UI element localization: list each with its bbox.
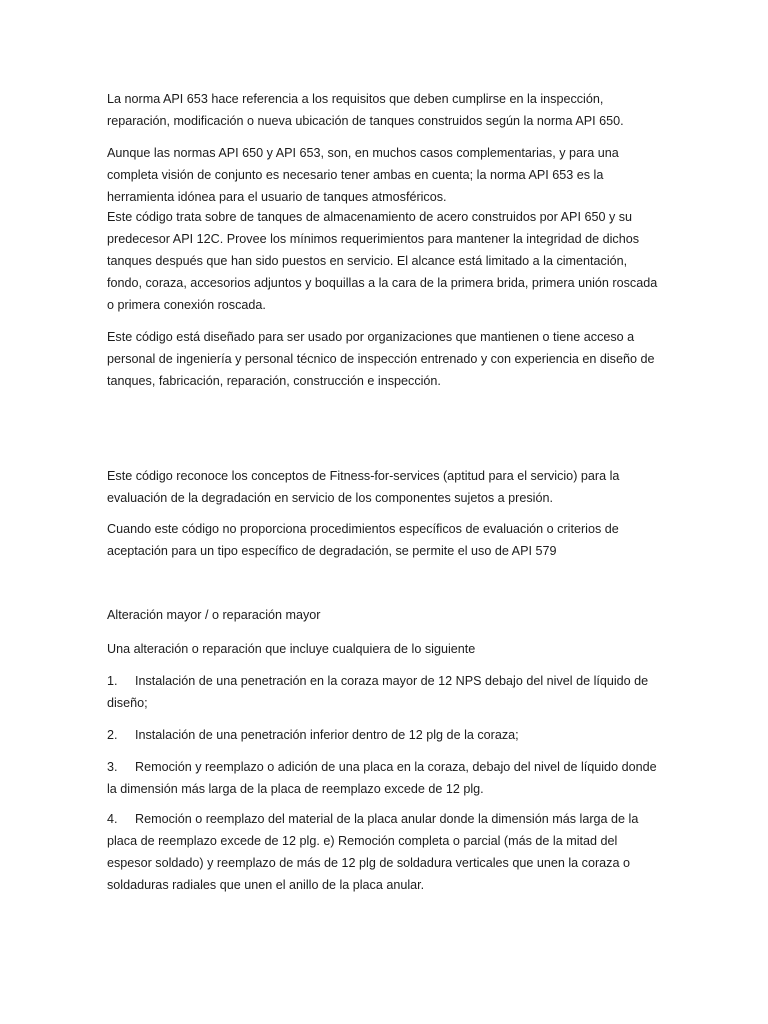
list-item	[107, 808, 659, 896]
paragraph-fitness-for-service: Este código reconoce los conceptos de Fitness-for-services (aptitud para el servicio) para la evaluación de la degradación en servicio de los componentes sujetos a presión.	[107, 469, 620, 505]
section-heading: Alteración mayor / o reparación mayor	[107, 608, 321, 622]
list-item	[107, 670, 659, 714]
paragraph-usage: Este código está diseñado para ser usado por organizaciones que mantienen o tiene acceso a personal de ingeniería y personal técnico de inspección entrenado y con experiencia en diseño de tanques, fabricación, reparación, construcción e inspección.	[107, 330, 655, 388]
list-intro: Una alteración o reparación que incluye cualquiera de lo siguiente	[107, 642, 476, 656]
paragraph-api650-653-complement: Aunque las normas API 650 y API 653, son, en muchos casos complementarias, y para una completa visión de conjunto es necesario tener ambas en cuenta; la norma API 653 es la herramienta idónea para el usuario de tanques atmosféricos.	[107, 146, 619, 204]
list-item-text: Instalación de una penetración inferior dentro de 12 plg de la coraza;	[135, 728, 519, 742]
list-item-number: 2.	[107, 728, 118, 742]
list-item	[107, 724, 659, 746]
list-item-number: 1.	[107, 674, 118, 688]
list-item-number: 4.	[107, 812, 118, 826]
list-item	[107, 756, 659, 800]
list-item-number: 3.	[107, 760, 118, 774]
list-item-text: Instalación de una penetración en la coraza mayor de 12 NPS debajo del nivel de líquido de diseño;	[107, 674, 649, 710]
paragraph-api653-intro: La norma API 653 hace referencia a los requisitos que deben cumplirse en la inspección, reparación, modificación o nueva ubicación de tanques construidos según la norma API 650.	[107, 92, 624, 128]
list-item-text: Remoción o reemplazo del material de la placa anular donde la dimensión más larga de la placa de reemplazo excede de 12 plg. e) Remoción completa o parcial (más de la mitad del espesor soldado) y reemplazo de más de 12 plg de soldadura verticales que unen la coraza o soldaduras radiales que unen el anillo de la placa anular.	[107, 812, 639, 892]
paragraph-api579: Cuando este código no proporciona procedimientos específicos de evaluación o criterios de aceptación para un tipo específico de degradación, se permite el uso de API 579	[107, 522, 619, 558]
list-item-text: Remoción y reemplazo o adición de una placa en la coraza, debajo del nivel de líquido donde la dimensión más larga de la placa de reemplazo excede de 12 plg.	[107, 760, 657, 796]
paragraph-scope: Este código trata sobre de tanques de almacenamiento de acero construidos por API 650 y su predecesor API 12C. Provee los mínimos requerimientos para mantener la integridad de dichos tanques después que han sido puestos en servicio. El alcance está limitado a la cimentación, fondo, coraza, accesorios adjuntos y boquillas a la cara de la primera brida, primera unión roscada o primera conexión roscada.	[107, 210, 658, 312]
